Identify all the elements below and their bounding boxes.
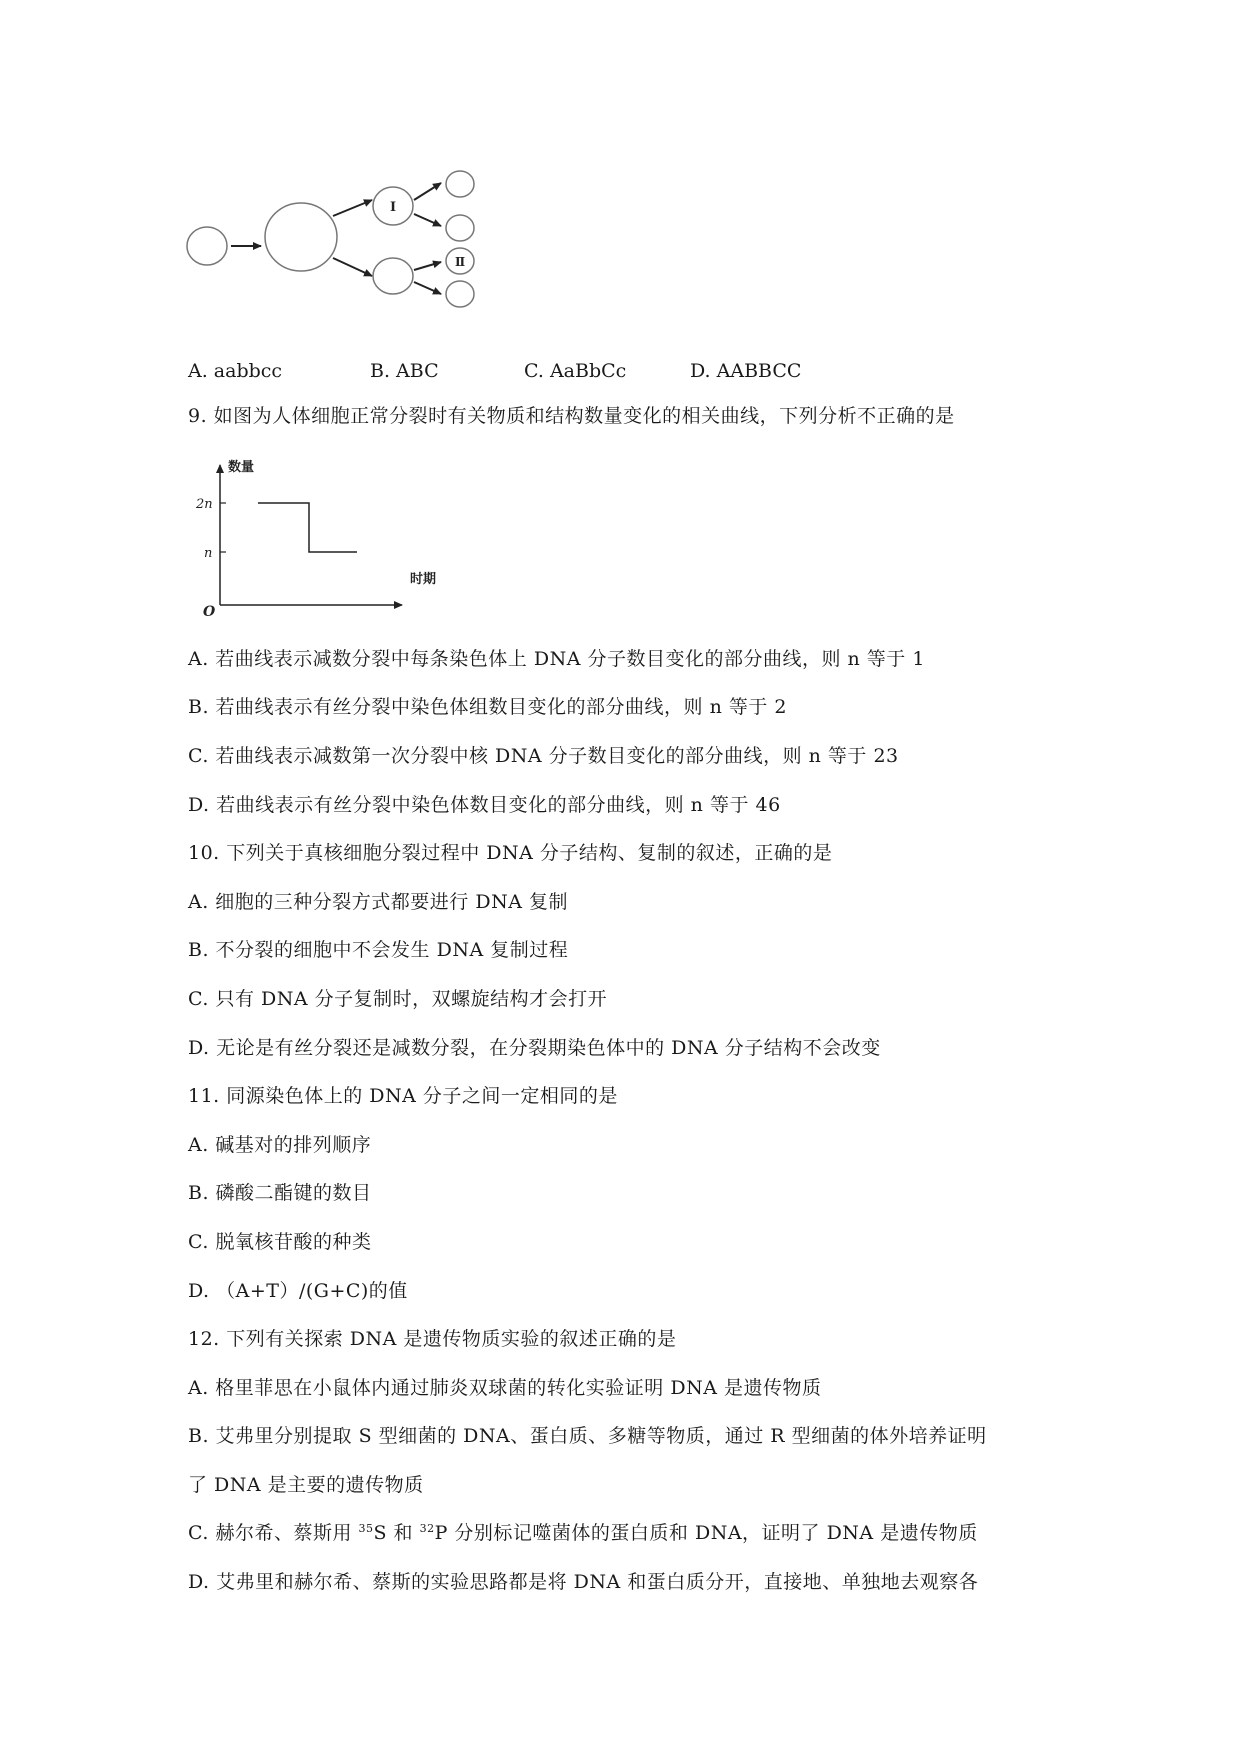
arrow-5 [414, 214, 441, 226]
cell-division-diagram [185, 170, 505, 310]
q11-stem: 11. 同源染色体上的 DNA 分子之间一定相同的是 [188, 1085, 618, 1107]
x-axis-label: 时期 [410, 572, 437, 587]
q8-option-d: D. AABBCC [690, 360, 802, 382]
q9-stem: 9. 如图为人体细胞正常分裂时有关物质和结构数量变化的相关曲线，下列分析不正确的是 [188, 405, 955, 427]
arrow-2 [333, 200, 372, 216]
curve-line [258, 503, 357, 552]
q8-option-a: A. aabbcc [188, 360, 283, 382]
q8-option-c: C. AaBbCc [524, 360, 627, 382]
q12-option-c-prefix: C. 赫尔希、蔡斯用 [188, 1522, 359, 1544]
q12-option-c [188, 1520, 978, 1546]
q11-option-d: D. （A+T）/(G+C)的值 [188, 1280, 408, 1302]
q8-options [188, 358, 888, 384]
arrow-7 [414, 282, 441, 294]
arrow-4 [414, 183, 441, 200]
cell-final-1 [446, 171, 474, 197]
q11-option-a: A. 碱基对的排列顺序 [188, 1134, 372, 1156]
y-axis-label: 数量 [228, 460, 255, 475]
cell-large [265, 203, 337, 271]
arrow-6 [414, 262, 441, 270]
cell-initial [187, 227, 227, 265]
q9-option-b: B. 若曲线表示有丝分裂中染色体组数目变化的部分曲线，则 n 等于 2 [188, 696, 787, 718]
q9-chart [190, 455, 440, 617]
q12-option-c-sup-32: 32 [419, 1522, 435, 1535]
cell-final-2 [446, 215, 474, 241]
label-II: Ⅱ [454, 255, 466, 269]
q11-option-b: B. 磷酸二酯键的数目 [188, 1182, 372, 1204]
q9-chart-svg [190, 455, 440, 617]
q12-stem: 12. 下列有关探索 DNA 是遗传物质实验的叙述正确的是 [188, 1328, 677, 1350]
q10-stem: 10. 下列关于真核细胞分裂过程中 DNA 分子结构、复制的叙述，正确的是 [188, 842, 833, 864]
q12-option-c-sup-35: 35 [358, 1522, 374, 1535]
cell-secondary [373, 258, 413, 294]
arrow-3 [333, 258, 372, 276]
q8-option-b: B. ABC [370, 360, 439, 382]
q12-option-b-line1: B. 艾弗里分别提取 S 型细菌的 DNA、蛋白质、多糖等物质，通过 R 型细菌的体外培养证明 [188, 1425, 987, 1447]
q12-option-b-line2: 了 DNA 是主要的遗传物质 [188, 1474, 424, 1496]
q10-option-d: D. 无论是有丝分裂还是减数分裂，在分裂期染色体中的 DNA 分子结构不会改变 [188, 1037, 881, 1059]
label-I: Ⅰ [389, 200, 397, 215]
q12-option-c-rest: P 分别标记噬菌体的蛋白质和 DNA，证明了 DNA 是遗传物质 [434, 1522, 978, 1544]
q9-option-c: C. 若曲线表示减数第一次分裂中核 DNA 分子数目变化的部分曲线，则 n 等于 23 [188, 745, 899, 767]
q9-option-d: D. 若曲线表示有丝分裂中染色体数目变化的部分曲线，则 n 等于 46 [188, 794, 781, 816]
q10-option-c: C. 只有 DNA 分子复制时，双螺旋结构才会打开 [188, 988, 608, 1010]
q9-option-a: A. 若曲线表示减数分裂中每条染色体上 DNA 分子数目变化的部分曲线，则 n 等于 1 [188, 648, 925, 670]
q12-option-c-mid: S 和 [373, 1522, 420, 1544]
tick-label-n: n [204, 546, 213, 561]
origin-label: O [203, 604, 216, 617]
cell-final-4 [446, 281, 474, 307]
q10-option-b: B. 不分裂的细胞中不会发生 DNA 复制过程 [188, 939, 569, 961]
q10-option-a: A. 细胞的三种分裂方式都要进行 DNA 复制 [188, 891, 568, 913]
q12-option-a: A. 格里菲思在小鼠体内通过肺炎双球菌的转化实验证明 DNA 是遗传物质 [188, 1377, 822, 1399]
tick-label-2n: 2n [196, 497, 213, 512]
q12-option-d: D. 艾弗里和赫尔希、蔡斯的实验思路都是将 DNA 和蛋白质分开，直接地、单独地去观察各 [188, 1571, 979, 1593]
cell-division-svg [185, 170, 505, 310]
q11-option-c: C. 脱氧核苷酸的种类 [188, 1231, 372, 1253]
